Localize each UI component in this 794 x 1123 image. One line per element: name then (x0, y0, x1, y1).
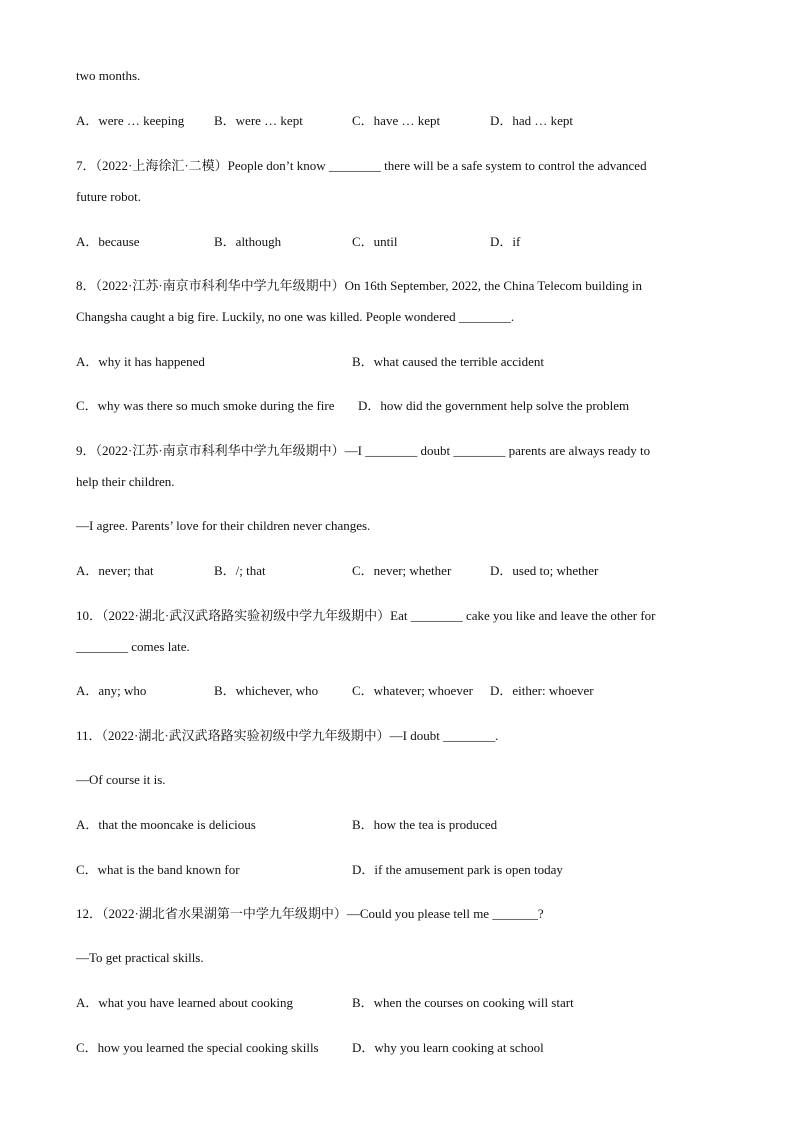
option-d: D．either: whoever (490, 683, 594, 698)
option-b: B．although (214, 234, 282, 249)
text-line: ________ comes late. (76, 639, 190, 654)
option-c: C．how you learned the special cooking skills (76, 1040, 319, 1055)
option-a: A．why it has happened (76, 354, 205, 369)
option-c: C．why was there so much smoke during the fire (76, 398, 335, 413)
option-a: A．because (76, 234, 140, 249)
option-a: A．what you have learned about cooking (76, 995, 293, 1010)
option-c: C．never; whether (352, 563, 452, 578)
question-8: 8．（2022·江苏·南京市科利华中学九年级期中）On 16th September, 2022, the China Telecom building in (76, 278, 642, 293)
option-b: B．were … kept (214, 113, 303, 128)
option-c: C．whatever; whoever (352, 683, 473, 698)
option-a: A．never; that (76, 563, 154, 578)
option-c: C．what is the band known for (76, 862, 240, 877)
option-d: D．why you learn cooking at school (352, 1040, 544, 1055)
option-d: D．used to; whether (490, 563, 599, 578)
option-b: B．what caused the terrible accident (352, 354, 545, 369)
text-line: Changsha caught a big fire. Luckily, no one was killed. People wondered ________. (76, 309, 515, 324)
question-12: 12．（2022·湖北省水果湖第一中学九年级期中）—Could you please tell me _______? (76, 906, 544, 921)
text-line: future robot. (76, 189, 141, 204)
option-a: A．any; who (76, 683, 147, 698)
question-7: 7．（2022·上海徐汇·二模）People don’t know ________ there will be a safe system to control the advanced (76, 158, 647, 173)
option-b: B．whichever, who (214, 683, 319, 698)
option-b: B．how the tea is produced (352, 817, 498, 832)
option-b: B．when the courses on cooking will start (352, 995, 574, 1010)
question-10: 10．（2022·湖北·武汉武珞路实验初级中学九年级期中）Eat ________ cake you like and leave the other for (76, 608, 656, 623)
text-line: —I agree. Parents’ love for their children never changes. (76, 518, 371, 533)
option-d: D．how did the government help solve the problem (358, 398, 630, 413)
option-a: A．that the mooncake is delicious (76, 817, 256, 832)
option-d: D．had … kept (490, 113, 574, 128)
text-line: help their children. (76, 474, 175, 489)
text-line: two months. (76, 68, 141, 83)
text-line: —To get practical skills. (76, 950, 204, 965)
text-line: —Of course it is. (76, 772, 166, 787)
option-d: D．if the amusement park is open today (352, 862, 563, 877)
option-b: B．/; that (214, 563, 266, 578)
option-c: C．until (352, 234, 398, 249)
option-c: C．have … kept (352, 113, 441, 128)
question-11: 11．（2022·湖北·武汉武珞路实验初级中学九年级期中）—I doubt ________. (76, 728, 499, 743)
question-9: 9．（2022·江苏·南京市科利华中学九年级期中）—I ________ doubt ________ parents are always ready to (76, 443, 651, 458)
option-d: D．if (490, 234, 521, 249)
option-a: A．were … keeping (76, 113, 185, 128)
